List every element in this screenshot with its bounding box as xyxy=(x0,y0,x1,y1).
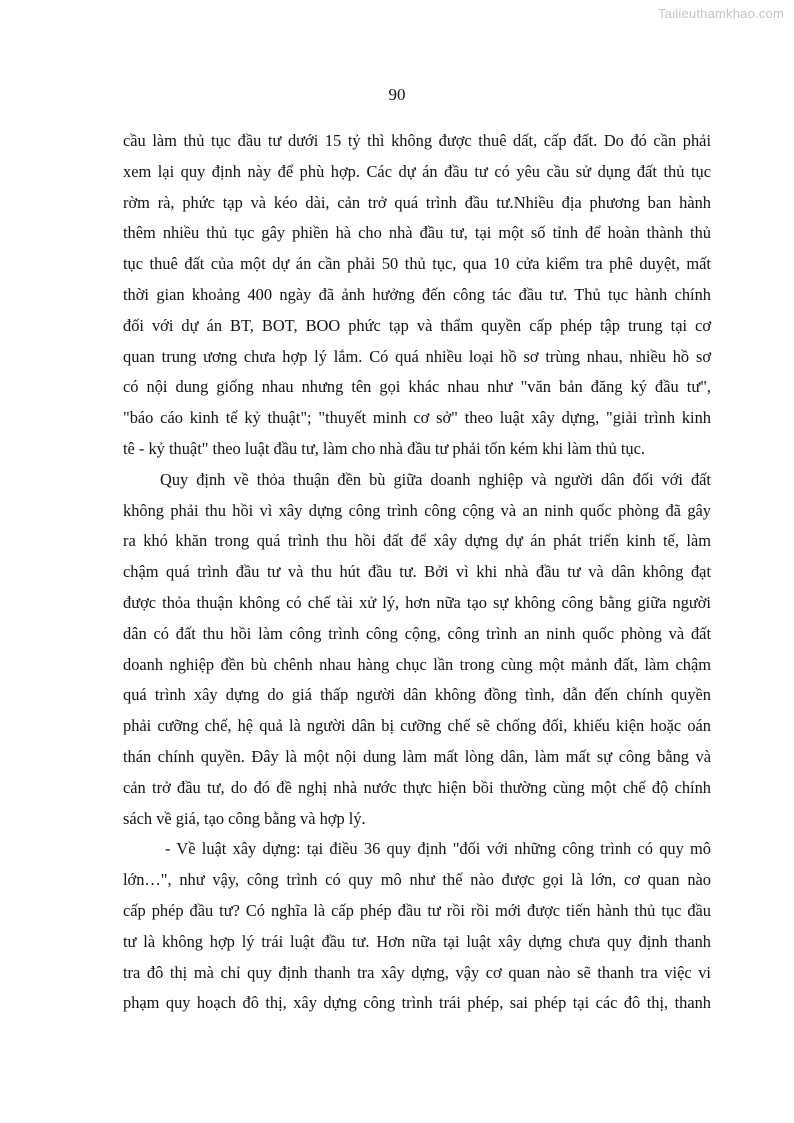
paragraph-first-line: - Về luật xây dựng: tại điều 36 quy định "đối với những công trình có quy mô xyxy=(165,839,711,859)
body-text xyxy=(123,126,711,1019)
text-line: thời gian khoảng 400 ngày đã ảnh hưởng đến công tác đầu tư. Thủ tục hành chính xyxy=(123,284,711,304)
text-line: ra khó khăn trong quá trình thu hồi đất để xây dựng dự án phát triển kinh tế, làm xyxy=(123,531,711,551)
text-line: lớn…", như vậy, công trình có quy mô như thế nào được gọi là lớn, cơ quan nào xyxy=(123,870,711,890)
text-line: cầu làm thủ tục đầu tư dưới 15 tỷ thì không được thuê dất, cấp đất. Do đó cần phải xyxy=(123,131,711,150)
text-line: phải cưỡng chế, hệ quả là người dân bị cưỡng chế sẽ chống đối, khiếu kiện hoặc oán xyxy=(123,716,711,736)
text-line: tục thuê đất của một dự án cần phải 50 thủ tục, qua 10 cửa kiểm tra phê duyệt, mất xyxy=(123,254,711,274)
text-line: quan trung ương chưa hợp lý lắm. Có quá nhiều loại hồ sơ trùng nhau, nhiều hồ sơ xyxy=(123,346,711,366)
text-line: doanh nghiệp đền bù chênh nhau hàng chục lần trong cùng một mảnh đất, làm chậm xyxy=(123,654,711,674)
text-line: tê - kỷ thuật" theo luật đầu tư, làm cho nhà đầu tư phải tốn kém khi làm thủ tục. xyxy=(123,438,645,458)
text-line: tra đô thị mà chỉ quy định thanh tra xây dựng, vậy cơ quan nào sẽ thanh tra việc vi xyxy=(123,962,711,982)
text-line: được thỏa thuận không có chế tài xử lý, hơn nữa tạo sự không công bằng giữa người xyxy=(123,592,711,612)
text-line: chậm quá trình đầu tư và thu hút đầu tư. Bởi vì khi nhà đầu tư và dân không đạt xyxy=(123,562,711,582)
text-line: không phải thu hồi vì xây dựng công trình công cộng và an ninh quốc phòng đã gây xyxy=(123,500,711,520)
text-line: cấp phép đầu tư? Có nghĩa là cấp phép đầu tư rồi rồi mới được tiến hành thủ tục đầu xyxy=(123,900,711,920)
text-line: thán chính quyền. Đây là một nội dung làm mất lòng dân, làm mất sự công bằng và xyxy=(123,746,711,766)
text-line: sách về giá, tạo công bằng và hợp lý. xyxy=(123,808,366,828)
text-line: tư là không hợp lý trái luật đầu tư. Hơn nữa tại luật xây dựng chưa quy định thanh xyxy=(123,931,711,951)
text-line: "báo cáo kinh tế kỷ thuật"; "thuyết minh cơ sở" theo luật xây dựng, "giải trình kinh xyxy=(123,408,711,428)
text-line: có nội dung giống nhau nhưng tên gọi khác nhau như "văn bản đăng ký đầu tư", xyxy=(123,377,711,397)
text-line: cản trở đầu tư, do đó đề nghị nhà nước thực hiện bồi thường cùng một chế độ chính xyxy=(123,777,711,797)
text-line: phạm quy hoạch đô thị, xây dựng công trình trái phép, sai phép tại các đô thị, thanh xyxy=(123,993,711,1013)
watermark: Tailieuthamkhao.com xyxy=(658,6,784,21)
text-line: đối với dự án BT, BOT, BOO phức tạp và thẩm quyền cấp phép tập trung tại cơ xyxy=(123,315,711,335)
text-line: quá trình xây dựng do giá thấp người dân không đồng tình, dẫn đến chính quyền xyxy=(123,685,711,705)
text-line: xem lại quy định này để phù hợp. Các dự án đầu tư có yêu cầu sử dụng đất thủ tục xyxy=(123,161,711,181)
page-number: 90 xyxy=(388,85,406,104)
text-line: thêm nhiều thủ tục gây phiền hà cho nhà đầu tư, tại một số tỉnh để hoàn thành thủ xyxy=(123,223,711,243)
paragraph-first-line: Quy định về thỏa thuận đền bù giữa doanh nghiệp và người dân đối với đất xyxy=(160,469,711,489)
text-line: rờm rà, phức tạp và kéo dài, cản trở quá trình đầu tư.Nhiều địa phương ban hành xyxy=(123,192,711,212)
text-line: dân có đất thu hồi làm công trình công cộng, công trình an ninh quốc phòng và đất xyxy=(123,623,711,643)
